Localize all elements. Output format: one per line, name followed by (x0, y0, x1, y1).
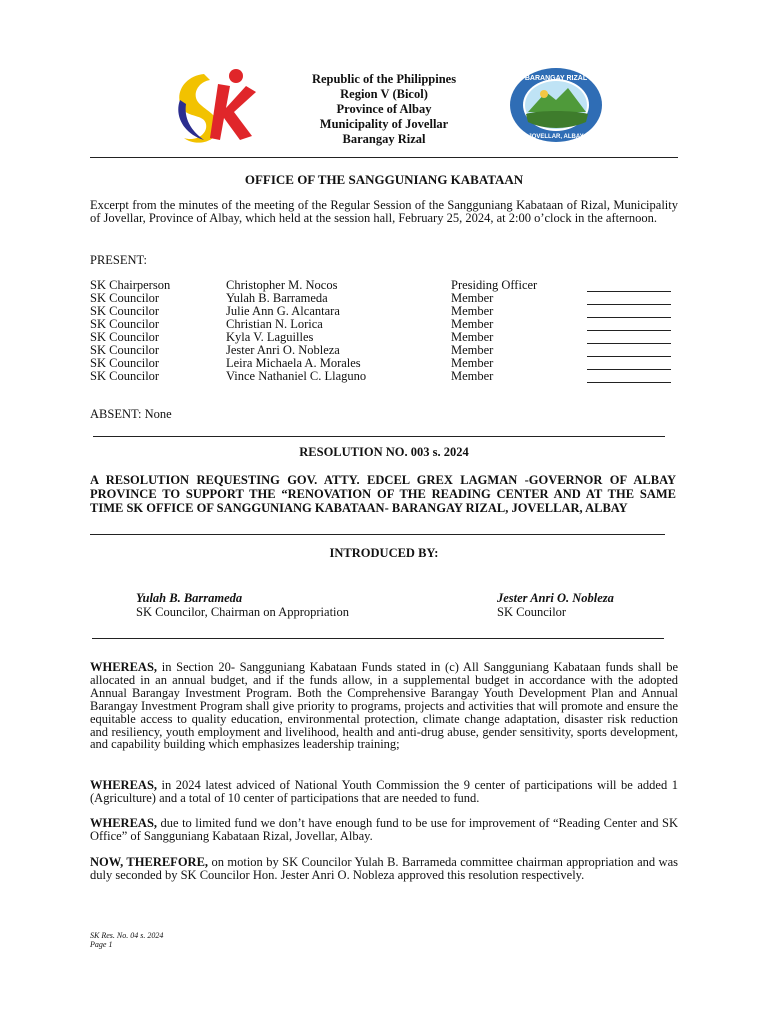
introducer-title: SK Councilor, Chairman on Appropriation (136, 605, 350, 619)
attendee-name: Kyla V. Laguilles (226, 330, 314, 344)
whereas-clause (90, 779, 678, 805)
attendee-role: Member (451, 291, 494, 305)
resolution-title: A RESOLUTION REQUESTING GOV. ATTY. EDCEL GREX LAGMAN -GOVERNOR OF ALBAY PROVINCE TO SUPPORT THE “RENOVATION OF THE READING CENTER AND AT THE SAME TIME SK OFFICE OF SANGGUNIANG KABATAAN- BARANGAY RIZAL, JOVELLAR, ALBAY (90, 473, 676, 516)
clause-lead: NOW, THEREFORE, (90, 855, 209, 869)
introducers-divider (92, 638, 664, 639)
seal-text-top: BARANGAY RIZAL (524, 75, 588, 82)
signature-line (587, 369, 671, 370)
attendee-position: SK Councilor (90, 356, 160, 370)
title-divider (90, 534, 665, 535)
clause-text: in Section 20- Sangguniang Kabataan Funds stated in (c) All Sangguniang Kabataan funds shall be allocated in an annual budget, and if the funds allow, in a supplemental budget in accordance with the adopted Annual Barangay Investment Program. Both the Comprehensive Barangay Youth Development Plan and Annual Barangay Investment Program shall give priority to programs, projects and activities that will promote and ensure the equitable access to quality education, environmental protection, climate change adaptation, disaster risk reduction and resiliency, youth employment and livelihood, health and anti-drug abuse, gender sensitivity, sports development, and capability building which emphasizes leadership training; (90, 660, 678, 752)
attendee-role: Member (451, 304, 494, 318)
signature-line (587, 382, 671, 383)
signature-line (587, 317, 671, 318)
whereas-clause (90, 817, 678, 843)
introducer-title: SK Councilor (497, 605, 567, 619)
introducer-name: Jester Anri O. Nobleza (497, 591, 614, 605)
attendee-position: SK Chairperson (90, 278, 171, 292)
signature-line (587, 291, 671, 292)
attendee-name: Vince Nathaniel C. Llaguno (226, 369, 367, 383)
attendee-name: Jester Anri O. Nobleza (226, 343, 340, 357)
footer-page: Page 1 (90, 940, 113, 949)
seal-text-bottom: JOVELLAR, ALBAY (528, 134, 584, 140)
attendee-name: Yulah B. Barrameda (226, 291, 328, 305)
attendee-name: Leira Michaela A. Morales (226, 356, 361, 370)
signature-line (587, 343, 671, 344)
header-barangay: Barangay Rizal (342, 132, 426, 146)
clause-lead: WHEREAS, (90, 816, 158, 830)
attendee-role: Member (451, 343, 494, 357)
attendee-role: Presiding Officer (451, 278, 538, 292)
present-label: PRESENT: (90, 253, 148, 267)
office-title: OFFICE OF THE SANGGUNIANG KABATAAN (244, 172, 524, 187)
attendee-position: SK Councilor (90, 343, 160, 357)
header-divider (90, 157, 678, 158)
clause-text: due to limited fund we don’t have enough fund to be use for improvement of “Reading Center and SK Office” of Sangguniang Kabataan Rizal, Jovellar, Albay. (90, 816, 678, 843)
attendee-position: SK Councilor (90, 317, 160, 331)
signature-line (587, 356, 671, 357)
resolve-clause (90, 856, 678, 882)
attendee-position: SK Councilor (90, 291, 160, 305)
signature-line (587, 304, 671, 305)
attendee-position: SK Councilor (90, 304, 160, 318)
attendee-position: SK Councilor (90, 369, 160, 383)
clause-lead: WHEREAS, (90, 660, 158, 674)
attendee-role: Member (451, 369, 494, 383)
attendee-role: Member (451, 356, 494, 370)
attendee-name: Christian N. Lorica (226, 317, 323, 331)
header-municipality: Municipality of Jovellar (319, 117, 449, 131)
introduced-by-label: INTRODUCED BY: (329, 546, 439, 560)
signature-line (587, 330, 671, 331)
clause-text: in 2024 latest adviced of National Youth Commission the 9 center of participations will be added 1 (Agriculture) and a total of 10 center of participations that are needed to fund. (90, 778, 678, 805)
resolution-number: RESOLUTION NO. 003 s. 2024 (299, 445, 469, 459)
header-province: Province of Albay (336, 102, 432, 116)
whereas-clause (90, 661, 678, 751)
section-divider (93, 436, 665, 437)
absent-line: ABSENT: None (90, 407, 172, 421)
header-region: Region V (Bicol) (340, 87, 428, 101)
attendee-name: Julie Ann G. Alcantara (226, 304, 340, 318)
attendee-role: Member (451, 317, 494, 331)
attendee-role: Member (451, 330, 494, 344)
clause-text: on motion by SK Councilor Yulah B. Barrameda committee chairman appropriation and was duly seconded by SK Councilor Hon. Jester Anri O. Nobleza approved this resolution respectively. (90, 855, 678, 882)
attendee-name: Christopher M. Nocos (226, 278, 338, 292)
excerpt-paragraph: Excerpt from the minutes of the meeting of the Regular Session of the Sangguniang Kabataan of Rizal, Municipality of Jovellar, Province of Albay, which held at the session hall, February 25, 2024, at 2:00 o’clock in the afternoon. (90, 198, 678, 225)
header-republic: Republic of the Philippines (311, 72, 457, 86)
footer-reference: SK Res. No. 04 s. 2024 (90, 931, 164, 940)
attendee-position: SK Councilor (90, 330, 160, 344)
introducer-name: Yulah B. Barrameda (136, 591, 243, 605)
clause-lead: WHEREAS, (90, 778, 158, 792)
